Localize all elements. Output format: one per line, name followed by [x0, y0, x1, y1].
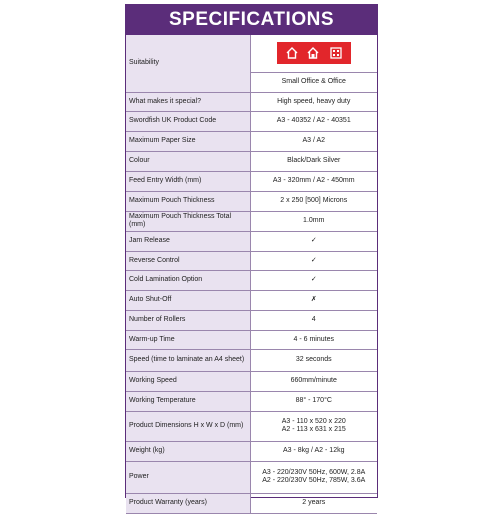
row-label: Power — [126, 461, 250, 493]
value-line: A2 - 220/230V 50Hz, 785W, 3.6A — [262, 477, 366, 484]
row-value: Small Office & Office — [250, 72, 377, 92]
row-value: 32 seconds — [250, 349, 377, 371]
table-row — [126, 251, 377, 270]
table-row — [126, 330, 377, 349]
row-value: A3 - 320mm / A2 - 450mm — [250, 171, 377, 191]
row-label: Reverse Control — [126, 251, 250, 270]
row-value: Black/Dark Silver — [250, 151, 377, 171]
table-row — [126, 493, 377, 513]
table-row — [126, 151, 377, 171]
row-value: 4 — [250, 310, 377, 330]
check-mark: ✓ — [250, 231, 377, 251]
row-label: Number of Rollers — [126, 310, 250, 330]
row-value — [250, 461, 377, 493]
row-label: Maximum Pouch Thickness — [126, 191, 250, 211]
page-title: SPECIFICATIONS — [126, 5, 377, 35]
row-label: Suitability — [126, 35, 250, 92]
value-line: A2 - 113 x 631 x 215 — [281, 426, 346, 433]
check-mark: ✓ — [250, 251, 377, 270]
check-mark: ✓ — [250, 270, 377, 290]
house-with-plus-icon — [307, 46, 321, 60]
house-icon — [285, 46, 299, 60]
row-label: Colour — [126, 151, 250, 171]
row-value: A3 / A2 — [250, 131, 377, 151]
office-building-icon — [329, 46, 343, 60]
row-value: 660mm/minute — [250, 371, 377, 391]
row-label: Working Speed — [126, 371, 250, 391]
row-label: What makes it special? — [126, 92, 250, 111]
suitability-icon-strip — [277, 42, 351, 64]
row-label: Warm-up Time — [126, 330, 250, 349]
row-value: 4 - 6 minutes — [250, 330, 377, 349]
value-line: A3 - 220/230V 50Hz, 600W, 2.8A — [262, 469, 366, 476]
table-row — [126, 211, 377, 231]
specifications-table — [126, 35, 377, 514]
row-value: A3 - 8kg / A2 - 12kg — [250, 441, 377, 461]
table-row — [126, 111, 377, 131]
row-label: Maximum Pouch Thickness Total (mm) — [126, 211, 250, 231]
table-row — [126, 131, 377, 151]
row-label: Product Warranty (years) — [126, 493, 250, 513]
row-label: Jam Release — [126, 231, 250, 251]
suitability-icons — [250, 35, 377, 72]
row-label: Working Temperature — [126, 391, 250, 411]
table-row — [126, 391, 377, 411]
table-row — [126, 171, 377, 191]
row-label: Cold Lamination Option — [126, 270, 250, 290]
row-label: Weight (kg) — [126, 441, 250, 461]
row-label: Auto Shut-Off — [126, 290, 250, 310]
table-row — [126, 371, 377, 391]
table-row — [126, 270, 377, 290]
row-value: 1.0mm — [250, 211, 377, 231]
cross-mark: ✗ — [250, 290, 377, 310]
row-value: 2 years — [250, 493, 377, 513]
value-line: A3 - 110 x 520 x 220 — [281, 418, 346, 425]
table-row — [126, 231, 377, 251]
table-row — [126, 92, 377, 111]
table-row — [126, 35, 377, 72]
row-label: Product Dimensions H x W x D (mm) — [126, 411, 250, 441]
row-value: 88° - 170°C — [250, 391, 377, 411]
table-row — [126, 461, 377, 493]
row-value: A3 - 40352 / A2 - 40351 — [250, 111, 377, 131]
row-label: Feed Entry Width (mm) — [126, 171, 250, 191]
table-row — [126, 310, 377, 330]
specifications-sheet — [125, 4, 378, 506]
row-value: 2 x 250 [500] Microns — [250, 191, 377, 211]
table-row — [126, 411, 377, 441]
table-row — [126, 290, 377, 310]
table-row — [126, 441, 377, 461]
row-value: High speed, heavy duty — [250, 92, 377, 111]
row-label: Speed (time to laminate an A4 sheet) — [126, 349, 250, 371]
row-label: Maximum Paper Size — [126, 131, 250, 151]
row-label: Swordfish UK Product Code — [126, 111, 250, 131]
row-value — [250, 411, 377, 441]
table-row — [126, 191, 377, 211]
table-row — [126, 349, 377, 371]
